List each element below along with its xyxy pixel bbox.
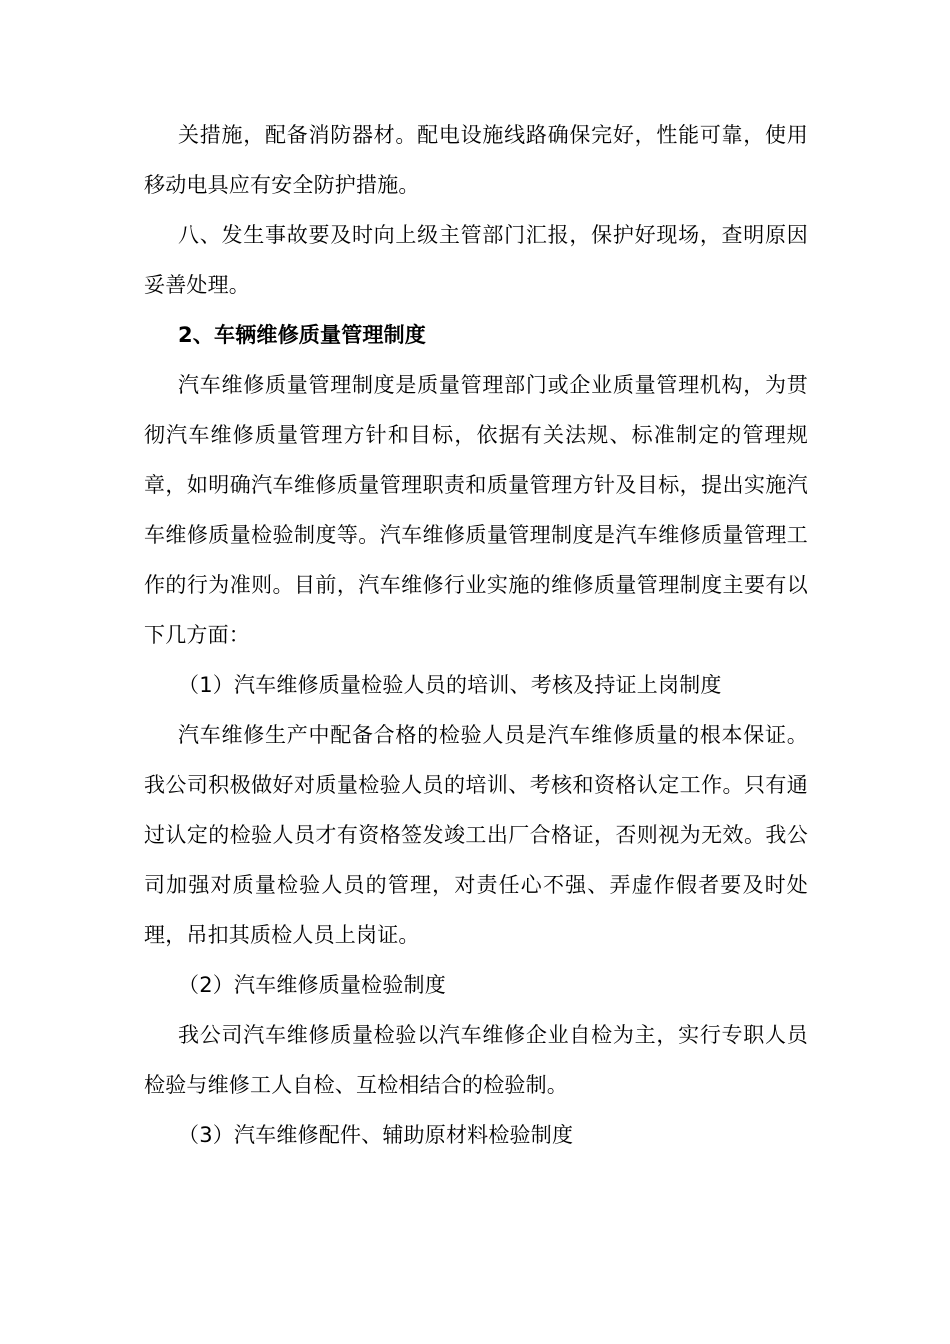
paragraph-accident-report: 八、发生事故要及时向上级主管部门汇报，保护好现场，查明原因妥善处理。	[144, 223, 808, 297]
document-body	[144, 110, 808, 1160]
subheading-training: （1）汽车维修质量检验人员的培训、考核及持证上岗制度	[178, 673, 722, 697]
section-heading: 2、车辆维修质量管理制度	[178, 323, 427, 347]
paragraph-fire-safety: 关措施，配备消防器材。配电设施线路确保完好，性能可靠，使用移动电具应有安全防护措施。	[144, 123, 808, 197]
paragraph-self-inspection: 我公司汽车维修质量检验以汽车维修企业自检为主，实行专职人员检验与维修工人自检、互检相结合的检验制。	[144, 1023, 808, 1097]
paragraph-quality-system: 汽车维修质量管理制度是质量管理部门或企业质量管理机构，为贯彻汽车维修质量管理方针和目标，依据有关法规、标准制定的管理规章，如明确汽车维修质量管理职责和质量管理方针及目标，提出实施汽车维修质量检验制度等。汽车维修质量管理制度是汽车维修质量管理工作的行为准则。目前，汽车维修行业实施的维修质量管理制度主要有以下几方面：	[144, 373, 808, 647]
subheading-parts: （3）汽车维修配件、辅助原材料检验制度	[178, 1123, 574, 1147]
subheading-inspection: （2）汽车维修质量检验制度	[178, 973, 446, 997]
paragraph-inspectors: 汽车维修生产中配备合格的检验人员是汽车维修质量的根本保证。我公司积极做好对质量检验人员的培训、考核和资格认定工作。只有通过认定的检验人员才有资格签发竣工出厂合格证，否则视为无效。我公司加强对质量检验人员的管理，对责任心不强、弄虚作假者要及时处理，吊扣其质检人员上岗证。	[144, 723, 808, 947]
